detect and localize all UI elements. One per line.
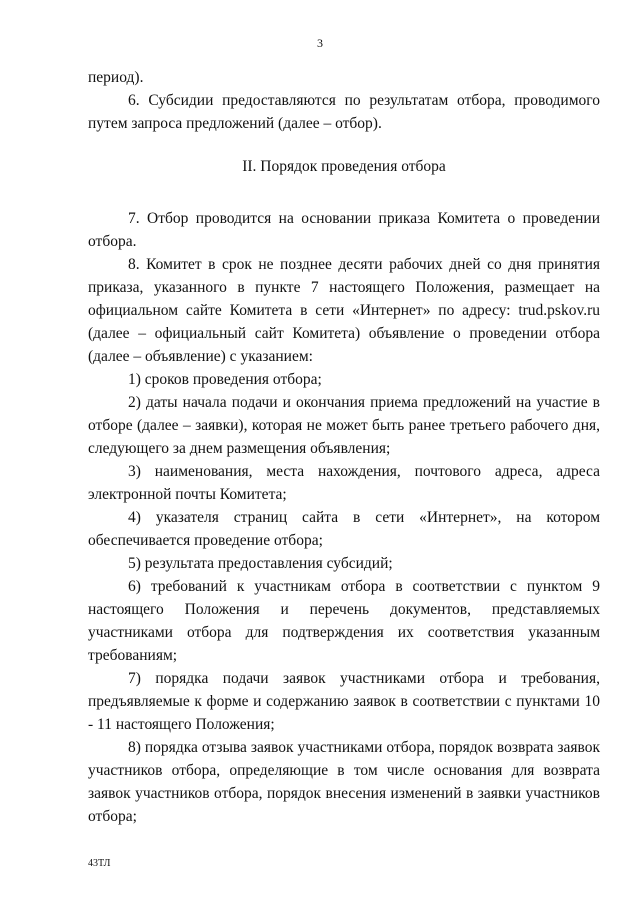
list-item-5: 5) результата предоставления субсидий; xyxy=(128,555,393,572)
list-item-1: 1) сроков проведения отбора; xyxy=(128,371,322,388)
list-item-4: 4) указателя страниц сайта в сети «Интернет», на котором обеспечивается проведение отбора; xyxy=(88,509,600,549)
footer-code: 43ТЛ xyxy=(88,858,111,869)
list-item-3: 3) наименования, места нахождения, почтового адреса, адреса электронной почты Комитета; xyxy=(88,463,600,503)
paragraph-item-7: 7. Отбор проводится на основании приказа Комитета о проведении отбора. xyxy=(88,210,600,250)
document-body xyxy=(88,66,600,828)
list-item-6: 6) требований к участникам отбора в соответствии с пунктом 9 настоящего Положения и перечень документов, представляемых участниками отбора для подтверждения их соответствия указанным требованиям; xyxy=(88,578,600,664)
paragraph-item-6: 6. Субсидии предоставляются по результатам отбора, проводимого путем запроса предложений (далее – отбор). xyxy=(88,92,600,132)
section-heading: II. Порядок проведения отбора xyxy=(242,158,446,175)
paragraph-continuation: период). xyxy=(88,69,144,86)
page-number: 3 xyxy=(317,36,323,50)
list-item-2: 2) даты начала подачи и окончания приема предложений на участие в отборе (далее – заявки), которая не может быть ранее третьего рабочего дня, следующего за днем размещения объявления; xyxy=(88,394,600,457)
list-item-7: 7) порядка подачи заявок участниками отбора и требования, предъявляемые к форме и содержанию заявок в соответствии с пунктами 10 - 11 настоящего Положения; xyxy=(88,670,600,733)
list-item-8: 8) порядка отзыва заявок участниками отбора, порядок возврата заявок участников отбора, определяющие в том числе основания для возврата заявок участников отбора, порядок внесения изменений в заявки участников отбора; xyxy=(88,739,600,825)
paragraph-item-8: 8. Комитет в срок не позднее десяти рабочих дней со дня принятия приказа, указанного в пункте 7 настоящего Положения, размещает на официальном сайте Комитета в сети «Интернет» по адресу: trud.pskov.ru (далее – официальный сайт Комитета) объявление о проведении отбора (далее – объявление) с указанием: xyxy=(88,256,600,365)
